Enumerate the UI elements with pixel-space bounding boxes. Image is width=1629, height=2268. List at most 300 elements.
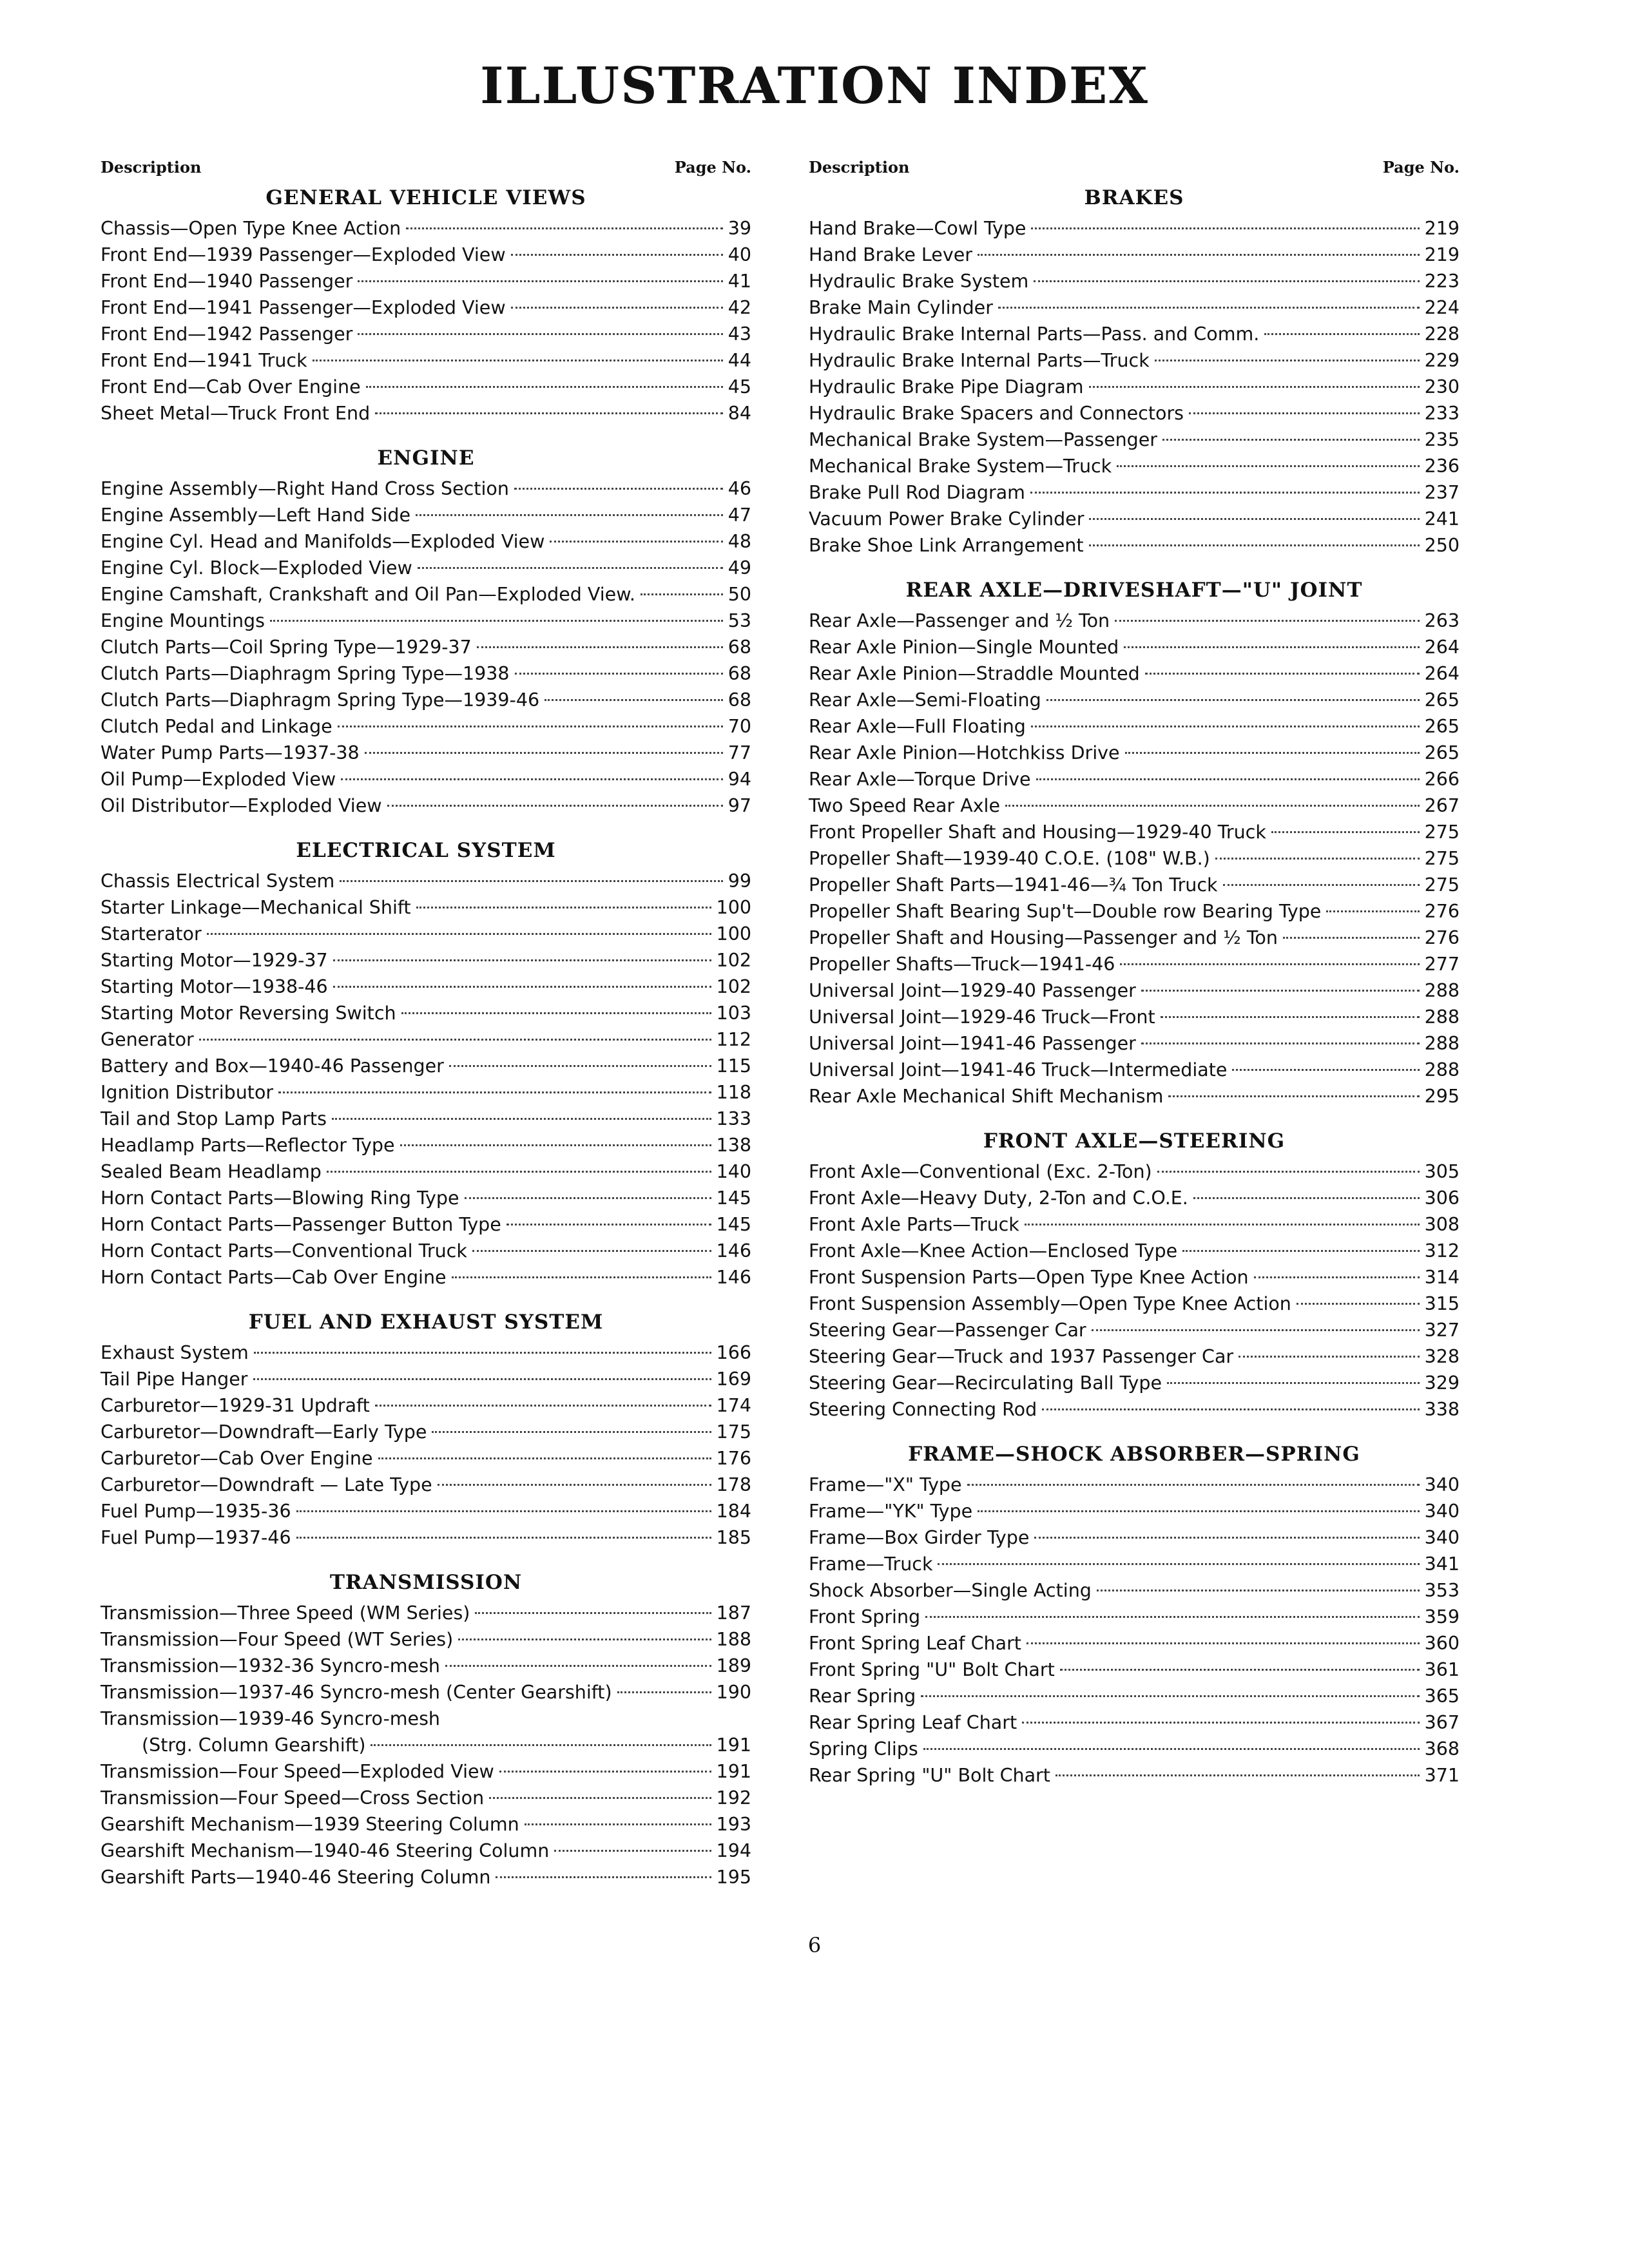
left-column (101, 155, 751, 1890)
dot-leader (1182, 1250, 1419, 1252)
index-entry (809, 740, 1460, 766)
index-entry (809, 1524, 1460, 1551)
dot-leader (1155, 360, 1420, 361)
entry-description: Front Axle—Knee Action—Enclosed Type (809, 1240, 1178, 1262)
entry-description: Rear Axle Pinion—Hotchkiss Drive (809, 742, 1120, 764)
entry-page-number: 275 (1424, 874, 1460, 896)
entry-page-number: 308 (1424, 1214, 1460, 1235)
entry-description: Steering Gear—Recirculating Ball Type (809, 1372, 1162, 1394)
entry-page-number: 77 (728, 742, 751, 764)
entry-page-number: 219 (1424, 218, 1460, 239)
entry-page-number: 146 (716, 1267, 751, 1288)
index-entry (809, 898, 1460, 925)
entry-page-number: 40 (728, 244, 751, 265)
entry-description: Front End—1939 Passenger—Exploded View (101, 244, 506, 265)
dot-leader (506, 1224, 711, 1225)
entry-page-number: 328 (1424, 1346, 1460, 1367)
entry-description: Hydraulic Brake Internal Parts—Truck (809, 350, 1150, 371)
dot-leader (1296, 1303, 1420, 1305)
dot-leader (1089, 544, 1420, 546)
index-entry (809, 1370, 1460, 1396)
index-entry (101, 1811, 751, 1838)
entry-page-number: 187 (716, 1602, 751, 1624)
index-entry (101, 1732, 751, 1758)
entry-page-number: 45 (728, 376, 751, 398)
dot-leader (1031, 227, 1419, 229)
description-header: Description (101, 158, 202, 177)
entry-page-number: 306 (1424, 1187, 1460, 1209)
index-entry (101, 1132, 751, 1158)
entry-description: Steering Gear—Truck and 1937 Passenger Car (809, 1346, 1234, 1367)
entry-description: Horn Contact Parts—Blowing Ring Type (101, 1187, 459, 1209)
entry-page-number: 48 (728, 531, 751, 552)
dot-leader (923, 1748, 1420, 1750)
entry-page-number: 102 (716, 950, 751, 971)
entry-page-number: 145 (716, 1187, 751, 1209)
dot-leader (465, 1197, 711, 1199)
entry-page-number: 367 (1424, 1712, 1460, 1733)
dot-leader (358, 333, 722, 335)
index-entry (101, 581, 751, 608)
index-entry (809, 872, 1460, 898)
index-entry (101, 215, 751, 242)
dot-leader (475, 1612, 711, 1614)
section-title: ELECTRICAL SYSTEM (296, 839, 556, 862)
dot-leader (366, 386, 723, 388)
entry-page-number: 295 (1424, 1086, 1460, 1107)
entry-description: Carburetor—Cab Over Engine (101, 1448, 373, 1469)
dot-leader (375, 1405, 711, 1407)
entry-page-number: 250 (1424, 535, 1460, 556)
entry-page-number: 228 (1424, 323, 1460, 345)
entry-page-number: 190 (716, 1682, 751, 1703)
dot-leader (313, 360, 723, 361)
entry-page-number: 166 (716, 1342, 751, 1363)
entry-page-number: 176 (716, 1448, 751, 1469)
entry-page-number: 340 (1424, 1501, 1460, 1522)
entry-page-number: 47 (728, 505, 751, 526)
entry-page-number: 329 (1424, 1372, 1460, 1394)
entry-description: Rear Axle—Passenger and ½ Ton (809, 610, 1110, 631)
index-entry (809, 374, 1460, 400)
entry-description: Rear Axle—Torque Drive (809, 769, 1031, 790)
dot-leader (1168, 1095, 1419, 1097)
entry-description: Gearshift Mechanism—1940-46 Steering Column (101, 1840, 550, 1861)
index-entry (101, 476, 751, 502)
entry-description: Oil Pump—Exploded View (101, 769, 336, 790)
dot-leader (1027, 1642, 1420, 1644)
dot-leader (1145, 673, 1420, 675)
index-entry (101, 1419, 751, 1445)
entry-description: Hydraulic Brake System (809, 271, 1029, 292)
index-entry (101, 1026, 751, 1053)
entry-description: Transmission—Three Speed (WM Series) (101, 1602, 470, 1624)
index-entry (809, 1472, 1460, 1498)
index-entry (101, 1838, 751, 1864)
entry-description: Front Axle—Conventional (Exc. 2-Ton) (809, 1161, 1152, 1182)
entry-page-number: 265 (1424, 716, 1460, 737)
entry-description: Carburetor—1929-31 Updraft (101, 1395, 370, 1416)
entry-description: Shock Absorber—Single Acting (809, 1580, 1092, 1601)
entry-description: Mechanical Brake System—Passenger (809, 429, 1158, 450)
entry-page-number: 194 (716, 1840, 751, 1861)
dot-leader (387, 805, 723, 807)
entry-description: Carburetor—Downdraft — Late Type (101, 1474, 432, 1495)
entry-description: Front Propeller Shaft and Housing—1929-40 Truck (809, 822, 1266, 843)
dot-leader (452, 1276, 711, 1278)
dot-leader (327, 1171, 711, 1173)
dot-leader (617, 1691, 711, 1693)
index-entry (101, 1785, 751, 1811)
index-entry (101, 528, 751, 555)
dot-leader (978, 254, 1420, 256)
section-title: FRAME—SHOCK ABSORBER—SPRING (908, 1443, 1360, 1466)
entry-page-number: 277 (1424, 954, 1460, 975)
index-entry (101, 634, 751, 660)
index-entry (101, 608, 751, 634)
entry-description: Front End—1940 Passenger (101, 271, 353, 292)
dot-leader (432, 1431, 711, 1433)
entry-description: Gearshift Mechanism—1939 Steering Column (101, 1814, 519, 1835)
section-gap (101, 819, 751, 833)
entry-description: Transmission—Four Speed—Cross Section (101, 1787, 485, 1809)
index-entry (809, 1736, 1460, 1762)
entry-page-number: 49 (728, 557, 751, 579)
dot-leader (1117, 465, 1419, 467)
entry-description: Universal Joint—1929-46 Truck—Front (809, 1006, 1155, 1028)
entry-page-number: 235 (1424, 429, 1460, 450)
entry-page-number: 365 (1424, 1686, 1460, 1707)
entry-page-number: 99 (728, 870, 751, 892)
entry-description: Frame—Box Girder Type (809, 1527, 1030, 1548)
page-title: ILLUSTRATION INDEX (480, 57, 1149, 115)
entry-description: Engine Assembly—Right Hand Cross Section (101, 478, 509, 499)
entry-description: Propeller Shaft—1939-40 C.O.E. (108" W.B.) (809, 848, 1210, 869)
entry-description: Front Suspension Assembly—Open Type Knee Action (809, 1293, 1291, 1314)
index-entry (809, 242, 1460, 268)
entry-page-number: 193 (716, 1814, 751, 1835)
index-entry (101, 555, 751, 581)
dot-leader (1254, 1276, 1420, 1278)
dot-leader (438, 1484, 711, 1486)
index-entry (101, 713, 751, 740)
entry-page-number: 288 (1424, 1033, 1460, 1054)
dot-leader (1030, 492, 1420, 494)
entry-page-number: 288 (1424, 1006, 1460, 1028)
dot-leader (515, 673, 723, 675)
entry-page-number: 264 (1424, 637, 1460, 658)
entry-page-number: 267 (1424, 795, 1460, 816)
dot-leader (296, 1537, 711, 1539)
index-entry (809, 687, 1460, 713)
entry-page-number: 275 (1424, 848, 1460, 869)
dot-leader (254, 1352, 711, 1354)
entry-page-number: 178 (716, 1474, 751, 1495)
index-entry (101, 1679, 751, 1706)
entry-description: Fuel Pump—1937-46 (101, 1527, 291, 1548)
dot-leader (1120, 963, 1419, 965)
dot-leader (514, 488, 723, 490)
index-entry (101, 740, 751, 766)
entry-description: Front Axle Parts—Truck (809, 1214, 1019, 1235)
entry-description: Transmission—1939-46 Syncro-mesh (101, 1708, 440, 1729)
dot-leader (938, 1563, 1419, 1565)
entry-page-number: 174 (716, 1395, 751, 1416)
entry-page-number: 195 (716, 1867, 751, 1888)
dot-leader (499, 1771, 711, 1773)
dot-leader (1042, 1408, 1419, 1410)
entry-description: Engine Cyl. Head and Manifolds—Exploded View (101, 531, 545, 552)
dot-leader (1271, 831, 1420, 833)
index-entry (809, 479, 1460, 506)
entry-page-number: 361 (1424, 1659, 1460, 1680)
index-entry (101, 974, 751, 1000)
entry-description: Steering Connecting Rod (809, 1399, 1037, 1420)
index-entry (809, 1657, 1460, 1683)
entry-description: Transmission—1932-36 Syncro-mesh (101, 1655, 440, 1677)
entry-page-number: 223 (1424, 271, 1460, 292)
entry-description: Propeller Shaft Bearing Sup't—Double row Bearing Type (809, 901, 1322, 922)
entry-description: Brake Main Cylinder (809, 297, 993, 318)
index-entry (101, 766, 751, 793)
entry-page-number: 53 (728, 610, 751, 631)
entry-page-number: 192 (716, 1787, 751, 1809)
dot-leader (1031, 726, 1420, 727)
index-entry (809, 1683, 1460, 1709)
entry-description: Hand Brake—Cowl Type (809, 218, 1027, 239)
section-gap (809, 559, 1460, 573)
entry-page-number: 371 (1424, 1765, 1460, 1786)
index-entry (809, 1498, 1460, 1524)
entry-page-number: 191 (716, 1735, 751, 1756)
index-entry (101, 294, 751, 321)
index-entry (101, 1445, 751, 1472)
entry-page-number: 265 (1424, 689, 1460, 711)
dot-leader (371, 1744, 711, 1746)
entry-page-number: 224 (1424, 297, 1460, 318)
index-entry (809, 268, 1460, 294)
index-entry (809, 321, 1460, 347)
entry-page-number: 338 (1424, 1399, 1460, 1420)
entry-description: Frame—"X" Type (809, 1474, 962, 1495)
section-title: REAR AXLE—DRIVESHAFT—"U" JOINT (905, 579, 1363, 602)
entry-description: Universal Joint—1941-46 Truck—Intermediate (809, 1059, 1228, 1081)
section-list (101, 180, 751, 1890)
entry-description: Sheet Metal—Truck Front End (101, 403, 371, 424)
index-entry (809, 1604, 1460, 1630)
entry-description: Clutch Pedal and Linkage (101, 716, 333, 737)
entry-page-number: 112 (716, 1029, 751, 1050)
entry-description: Rear Axle—Semi-Floating (809, 689, 1041, 711)
entry-description: Transmission—Four Speed—Exploded View (101, 1761, 494, 1782)
index-entry (809, 347, 1460, 374)
dot-leader (1223, 884, 1420, 886)
dot-leader (1034, 280, 1419, 282)
dot-leader (445, 1665, 711, 1667)
index-entry (101, 1340, 751, 1366)
dot-leader (375, 412, 723, 414)
index-entry (101, 268, 751, 294)
entry-description: Starterator (101, 923, 202, 945)
entry-description: Horn Contact Parts—Conventional Truck (101, 1240, 467, 1262)
entry-description: Front Spring "U" Bolt Chart (809, 1659, 1055, 1680)
entry-description: Universal Joint—1929-40 Passenger (809, 980, 1136, 1001)
dot-leader (525, 1823, 711, 1825)
entry-page-number: 39 (728, 218, 751, 239)
index-entry (809, 1185, 1460, 1211)
dot-leader (925, 1616, 1419, 1618)
entry-page-number: 50 (728, 584, 751, 605)
entry-page-number: 43 (728, 323, 751, 345)
dot-leader (1046, 699, 1420, 701)
index-entry (809, 845, 1460, 872)
entry-page-number: 146 (716, 1240, 751, 1262)
index-entry (809, 1762, 1460, 1789)
entry-page-number: 100 (716, 897, 751, 918)
index-entry (101, 1079, 751, 1106)
dot-leader (207, 933, 711, 935)
entry-page-number: 133 (716, 1108, 751, 1129)
entry-page-number: 68 (728, 689, 751, 711)
entry-page-number: 340 (1424, 1474, 1460, 1495)
dot-leader (1326, 910, 1419, 912)
dot-leader (1124, 646, 1419, 648)
index-entry (101, 1000, 751, 1026)
index-entry (101, 374, 751, 400)
entry-page-number: 70 (728, 716, 751, 737)
dot-leader (921, 1695, 1419, 1697)
column-header (101, 155, 751, 180)
index-entry (809, 1709, 1460, 1736)
entry-page-number: 359 (1424, 1606, 1460, 1628)
dot-leader (978, 1510, 1419, 1512)
index-entry (809, 1630, 1460, 1657)
entry-description: Hydraulic Brake Internal Parts—Pass. and Comm. (809, 323, 1260, 345)
entry-description: Starting Motor—1929-37 (101, 950, 328, 971)
entry-description: Rear Spring "U" Bolt Chart (809, 1765, 1050, 1786)
index-entry (101, 1758, 751, 1785)
entry-page-number: 97 (728, 795, 751, 816)
dot-leader (340, 880, 722, 882)
dot-leader (1141, 990, 1420, 992)
dot-leader (365, 752, 723, 754)
entry-page-number: 341 (1424, 1553, 1460, 1575)
entry-description: Front End—Cab Over Engine (101, 376, 361, 398)
entry-description: Generator (101, 1029, 194, 1050)
entry-page-number: 229 (1424, 350, 1460, 371)
entry-page-number: 185 (716, 1527, 751, 1548)
dot-leader (1034, 1537, 1419, 1539)
index-entry (809, 793, 1460, 819)
entry-description: Ignition Distributor (101, 1082, 274, 1103)
entry-description: Engine Mountings (101, 610, 265, 631)
index-entry (101, 1626, 751, 1653)
entry-description: Chassis—Open Type Knee Action (101, 218, 401, 239)
index-entry (101, 660, 751, 687)
dot-leader (967, 1484, 1420, 1486)
section-gap (101, 427, 751, 441)
dot-leader (489, 1797, 711, 1799)
dot-leader (1162, 439, 1420, 441)
dot-leader (406, 227, 723, 229)
dot-leader (1232, 1069, 1419, 1071)
entry-page-number: 237 (1424, 482, 1460, 503)
entry-description: Front Spring (809, 1606, 921, 1628)
entry-description: Clutch Parts—Diaphragm Spring Type—1938 (101, 663, 510, 684)
index-entry (809, 215, 1460, 242)
index-entry (101, 1185, 751, 1211)
entry-page-number: 103 (716, 1003, 751, 1024)
index-entry (101, 1053, 751, 1079)
index-entry (101, 1366, 751, 1392)
entry-page-number: 353 (1424, 1580, 1460, 1601)
entry-page-number: 68 (728, 663, 751, 684)
dot-leader (418, 567, 723, 569)
dot-leader (449, 1065, 711, 1067)
dot-leader (401, 1012, 711, 1014)
entry-description: Rear Spring (809, 1686, 916, 1707)
section-title: ENGINE (377, 447, 475, 470)
entry-page-number: 263 (1424, 610, 1460, 631)
dot-leader (416, 514, 723, 516)
entry-page-number: 241 (1424, 508, 1460, 530)
dot-leader (416, 907, 711, 908)
entry-description: Horn Contact Parts—Cab Over Engine (101, 1267, 447, 1288)
section-gap (809, 1423, 1460, 1437)
dot-leader (199, 1039, 711, 1041)
dot-leader (1005, 805, 1420, 807)
index-entry (809, 951, 1460, 977)
index-entry (101, 1498, 751, 1524)
entry-page-number: 360 (1424, 1633, 1460, 1654)
dot-leader (511, 307, 723, 309)
index-entry (101, 894, 751, 921)
index-entry (809, 608, 1460, 634)
index-entry (809, 1238, 1460, 1264)
index-entry (101, 793, 751, 819)
page-no-header: Page No. (1382, 158, 1460, 177)
entry-page-number: 288 (1424, 1059, 1460, 1081)
dot-leader (253, 1378, 711, 1380)
index-entry (809, 532, 1460, 559)
index-entry (809, 1396, 1460, 1423)
entry-page-number: 184 (716, 1501, 751, 1522)
entry-page-number: 275 (1424, 822, 1460, 843)
page-no-header: Page No. (674, 158, 751, 177)
dot-leader (378, 1457, 711, 1459)
section-title: FUEL AND EXHAUST SYSTEM (248, 1311, 604, 1334)
entry-page-number: 233 (1424, 403, 1460, 424)
entry-description: Mechanical Brake System—Truck (809, 456, 1112, 477)
entry-description: Front End—1941 Passenger—Exploded View (101, 297, 506, 318)
entry-page-number: 169 (716, 1369, 751, 1390)
entry-description: Water Pump Parts—1937-38 (101, 742, 360, 764)
dot-leader (333, 959, 711, 961)
dot-leader (400, 1144, 711, 1146)
dot-leader (333, 986, 711, 988)
entry-description: Spring Clips (809, 1738, 918, 1760)
entry-description: Universal Joint—1941-46 Passenger (809, 1033, 1136, 1054)
index-entry (101, 1211, 751, 1238)
dot-leader (278, 1091, 711, 1093)
entry-page-number: 44 (728, 350, 751, 371)
entry-page-number: 276 (1424, 927, 1460, 948)
entry-page-number: 305 (1424, 1161, 1460, 1182)
entry-page-number: 264 (1424, 663, 1460, 684)
entry-page-number: 327 (1424, 1320, 1460, 1341)
index-entry (809, 1004, 1460, 1030)
dot-leader (1161, 1016, 1420, 1018)
